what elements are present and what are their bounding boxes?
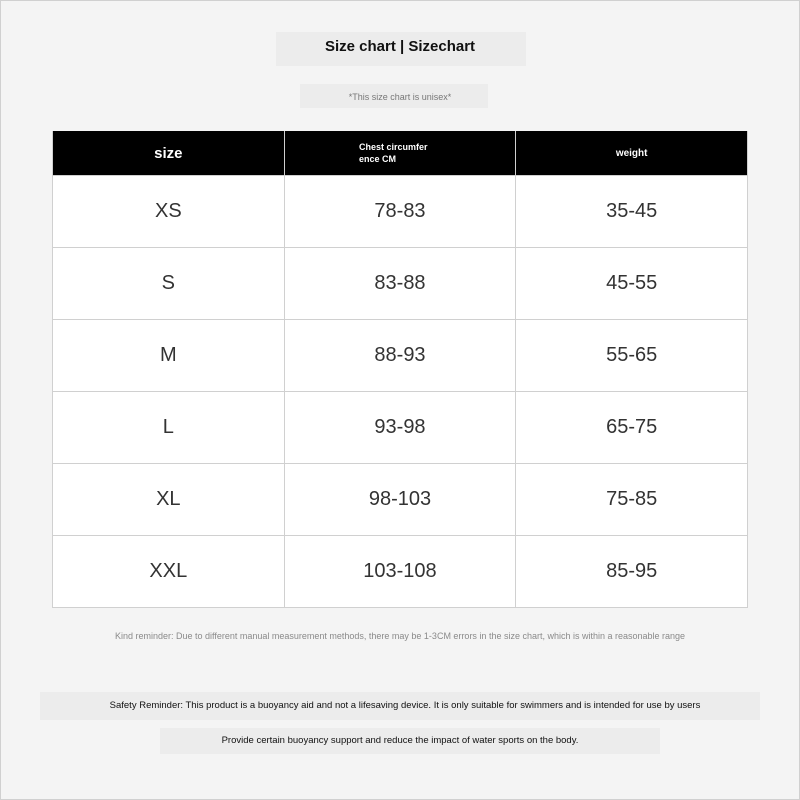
table-row [53, 464, 748, 536]
chest-cell: 88-93 [284, 320, 516, 392]
weight-cell: 35-45 [516, 176, 748, 248]
size-cell: L [53, 392, 285, 464]
weight-cell: 45-55 [516, 248, 748, 320]
chest-cell: 103-108 [284, 536, 516, 608]
chest-cell: 98-103 [284, 464, 516, 536]
chest-cell: 93-98 [284, 392, 516, 464]
page-subtitle: *This size chart is unisex* [348, 92, 452, 102]
size-cell: M [53, 320, 285, 392]
column-header-weight: weight [516, 131, 748, 176]
table-row [53, 536, 748, 608]
weight-cell: 75-85 [516, 464, 748, 536]
page-title: Size chart | Sizechart [324, 38, 476, 55]
measurement-reminder: Kind reminder: Due to different manual measurement methods, there may be 1-3CM errors in the size chart, which is within a reasonable range [114, 631, 686, 641]
weight-cell: 65-75 [516, 392, 748, 464]
table-row [53, 320, 748, 392]
safety-reminder-line1: Safety Reminder: This product is a buoyancy aid and not a lifesaving device. It is only suitable for swimmers and is intended for use by users [109, 700, 701, 711]
column-header-chest-line2: ence CM [358, 154, 396, 164]
safety-reminder-line2: Provide certain buoyancy support and reduce the impact of water sports on the body. [221, 735, 579, 746]
weight-cell: 55-65 [516, 320, 748, 392]
table-header-row [53, 131, 748, 176]
size-table [52, 131, 748, 608]
column-header-size: size [53, 131, 285, 176]
size-cell: S [53, 248, 285, 320]
size-cell: XXL [53, 536, 285, 608]
table-row [53, 392, 748, 464]
chest-cell: 83-88 [284, 248, 516, 320]
column-header-chest-line1: Chest circumfer [358, 142, 428, 152]
size-cell: XS [53, 176, 285, 248]
table-row [53, 248, 748, 320]
table-row [53, 176, 748, 248]
weight-cell: 85-95 [516, 536, 748, 608]
column-header-chest [284, 131, 516, 176]
chest-cell: 78-83 [284, 176, 516, 248]
size-cell: XL [53, 464, 285, 536]
